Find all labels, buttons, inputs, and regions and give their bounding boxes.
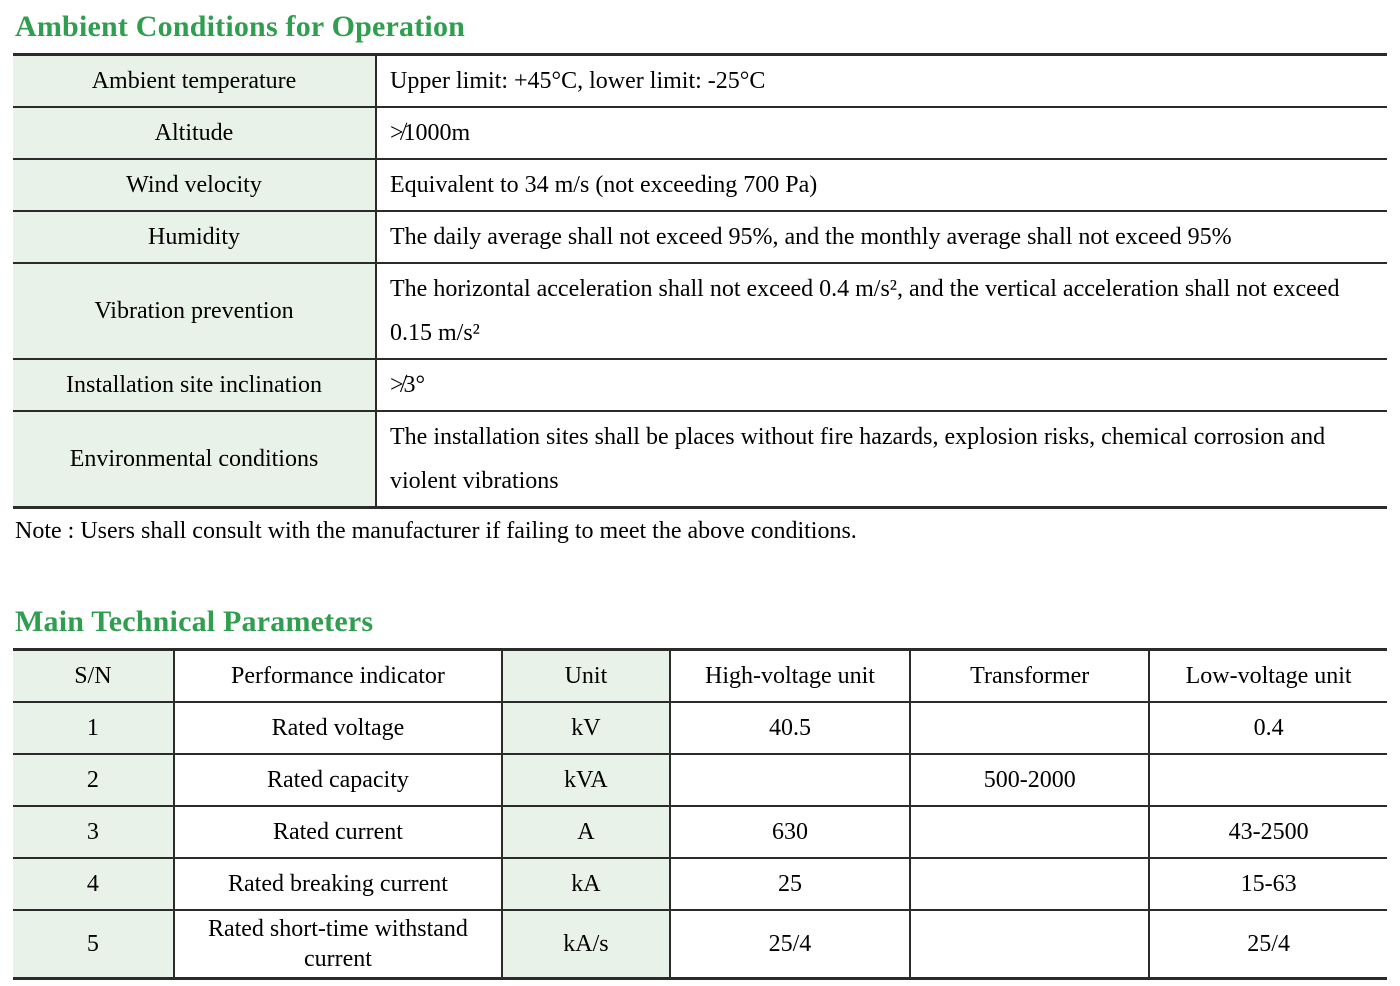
table-row <box>13 411 1387 508</box>
condition-value-cell: Upper limit: +45°C, lower limit: -25°C <box>376 55 1387 108</box>
condition-label-cell: Altitude <box>13 107 376 159</box>
condition-value-cell: Equivalent to 34 m/s (not exceeding 700 Pa) <box>376 159 1387 211</box>
table-row <box>13 754 1387 806</box>
low-voltage-value-cell: 43-2500 <box>1149 806 1387 858</box>
sn-cell: 3 <box>13 806 174 858</box>
ambient-conditions-title: Ambient Conditions for Operation <box>15 10 466 43</box>
condition-label-cell: Ambient temperature <box>13 55 376 108</box>
unit-cell: kA/s <box>502 910 670 979</box>
performance-indicator-cell: Rated capacity <box>174 754 502 806</box>
condition-label-cell: Vibration prevention <box>13 263 376 359</box>
low-voltage-value-cell: 25/4 <box>1149 910 1387 979</box>
condition-value-cell: ≯1000m <box>376 107 1387 159</box>
transformer-value-cell <box>910 858 1149 910</box>
performance-indicator-cell: Rated short-time withstand current <box>174 910 502 979</box>
condition-value-cell: The installation sites shall be places without fire hazards, explosion risks, chemical corrosion and violent vibrations <box>376 411 1387 508</box>
main-technical-parameters-title: Main Technical Parameters <box>15 605 374 638</box>
high-voltage-value-cell: 40.5 <box>670 702 910 754</box>
high-voltage-value-cell <box>670 754 910 806</box>
table-row <box>13 211 1387 263</box>
table-row <box>13 359 1387 411</box>
sn-cell: 1 <box>13 702 174 754</box>
table-row <box>13 806 1387 858</box>
transformer-value-cell <box>910 910 1149 979</box>
column-header-low-voltage-unit: Low-voltage unit <box>1149 650 1387 703</box>
table-row <box>13 107 1387 159</box>
ambient-conditions-table <box>13 53 1387 509</box>
column-header-sn: S/N <box>13 650 174 703</box>
table-row <box>13 55 1387 108</box>
transformer-value-cell <box>910 806 1149 858</box>
conditions-note: Note : Users shall consult with the manufacturer if failing to meet the above conditions. <box>15 518 857 544</box>
transformer-value-cell <box>910 702 1149 754</box>
column-header-transformer: Transformer <box>910 650 1149 703</box>
column-header-performance-indicator: Performance indicator <box>174 650 502 703</box>
section-spacer <box>13 545 1387 601</box>
transformer-value-cell: 500-2000 <box>910 754 1149 806</box>
table-row <box>13 702 1387 754</box>
column-header-unit: Unit <box>502 650 670 703</box>
low-voltage-value-cell <box>1149 754 1387 806</box>
condition-value-cell: ≯3° <box>376 359 1387 411</box>
low-voltage-value-cell: 0.4 <box>1149 702 1387 754</box>
table-row <box>13 858 1387 910</box>
table-header-row <box>13 650 1387 703</box>
condition-label-cell: Humidity <box>13 211 376 263</box>
column-header-high-voltage-unit: High-voltage unit <box>670 650 910 703</box>
high-voltage-value-cell: 25 <box>670 858 910 910</box>
sn-cell: 5 <box>13 910 174 979</box>
unit-cell: kVA <box>502 754 670 806</box>
low-voltage-value-cell: 15-63 <box>1149 858 1387 910</box>
technical-parameters-table <box>13 648 1387 980</box>
condition-value-cell: The daily average shall not exceed 95%, and the monthly average shall not exceed 95% <box>376 211 1387 263</box>
high-voltage-value-cell: 630 <box>670 806 910 858</box>
sn-cell: 2 <box>13 754 174 806</box>
table-row <box>13 910 1387 979</box>
condition-label-cell: Installation site inclination <box>13 359 376 411</box>
condition-value-cell: The horizontal acceleration shall not exceed 0.4 m/s², and the vertical acceleration shall not exceed 0.15 m/s² <box>376 263 1387 359</box>
unit-cell: kV <box>502 702 670 754</box>
unit-cell: kA <box>502 858 670 910</box>
table-row <box>13 263 1387 359</box>
sn-cell: 4 <box>13 858 174 910</box>
condition-label-cell: Environmental conditions <box>13 411 376 508</box>
unit-cell: A <box>502 806 670 858</box>
performance-indicator-cell: Rated current <box>174 806 502 858</box>
high-voltage-value-cell: 25/4 <box>670 910 910 979</box>
performance-indicator-cell: Rated breaking current <box>174 858 502 910</box>
condition-label-cell: Wind velocity <box>13 159 376 211</box>
performance-indicator-cell: Rated voltage <box>174 702 502 754</box>
table-row <box>13 159 1387 211</box>
